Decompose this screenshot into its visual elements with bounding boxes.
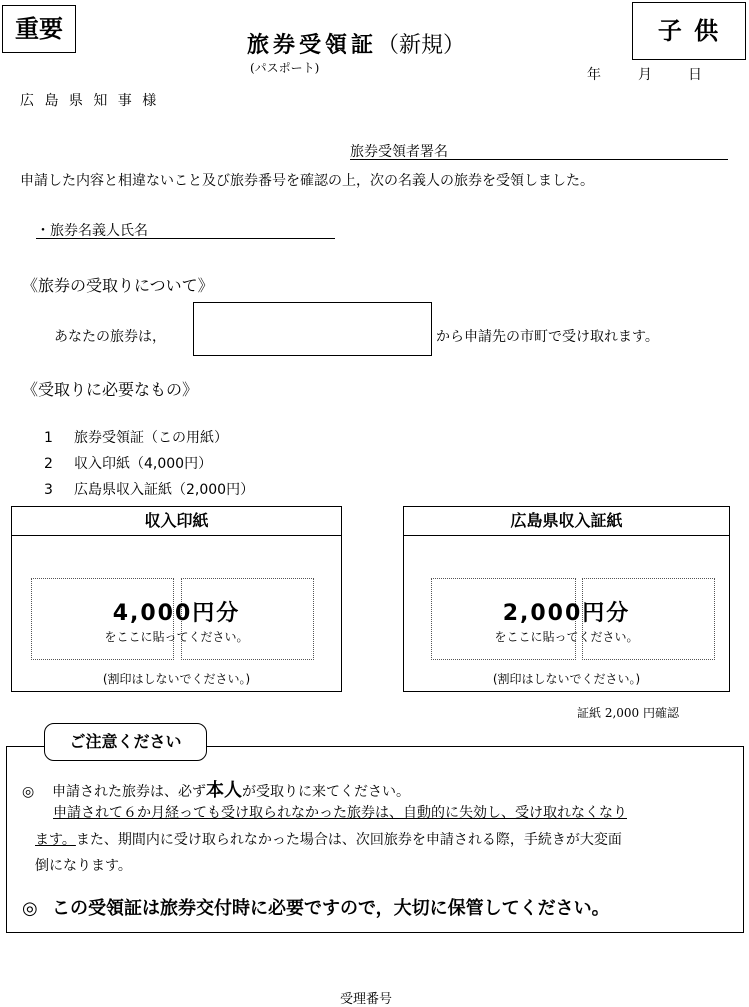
child-badge: 子 供: [632, 2, 746, 60]
item-number: 3: [44, 482, 53, 498]
stamp-instruction: をここに貼ってください。: [104, 630, 249, 644]
signature-label: 旅券受領者署名: [350, 144, 448, 160]
stamp-instruction: をここに貼ってください。: [494, 630, 639, 644]
notice-line-4: 倒になります。: [35, 858, 132, 874]
signature-line[interactable]: [350, 141, 728, 160]
item-text: 旅券受領証（この用紙）: [74, 430, 228, 446]
notice-emphasis: 本人: [206, 780, 242, 801]
pickup-heading: 《旅券の受取りについて》: [22, 276, 214, 295]
pickup-suffix: から申請先の市町で受け取れます。: [436, 329, 659, 345]
notice-text: が受取りに来てください。: [242, 784, 410, 800]
notice-line-1: [22, 776, 410, 802]
notice-line-5: [22, 894, 610, 920]
notice-text-underlined: ます。: [35, 832, 76, 848]
stamp-amount: 2,000円分: [502, 601, 631, 626]
addressee: 広 島 県 知 事 様: [20, 93, 160, 109]
title-main: 旅券受領証: [247, 33, 378, 58]
notice-text: 申請された旅券は、必ず: [52, 784, 206, 800]
date-month: 月: [638, 67, 652, 83]
stamp-box-title: 収入印紙: [12, 507, 341, 536]
required-item-2: [44, 453, 212, 473]
title-suffix: （新規）: [377, 33, 466, 58]
item-text: 収入印紙（4,000円）: [74, 456, 213, 472]
pickup-date-box[interactable]: [193, 302, 432, 356]
required-heading: 《受取りに必要なもの》: [22, 380, 199, 399]
notice-tab: ご注意ください: [44, 723, 207, 761]
required-item-1: [44, 427, 228, 447]
item-text: 広島県収入証紙（2,000円）: [74, 482, 255, 498]
bullet-icon: ◎: [22, 898, 38, 919]
item-number: 2: [44, 456, 53, 472]
statement: 申請した内容と相違ないこと及び旅券番号を確認の上，次の名義人の旅券を受領しました。: [20, 173, 594, 189]
required-item-3: [44, 479, 254, 499]
subtitle: (パスポート): [250, 61, 320, 75]
stamp-amount: 4,000円分: [112, 601, 241, 626]
receipt-number-label: 受理番号: [340, 992, 393, 1007]
notice-text: また、期間内に受け取られなかった場合は、次回旅券を申請される際，手続きが大変面: [75, 832, 622, 848]
date-year: 年: [587, 67, 601, 83]
holder-name-line[interactable]: [36, 220, 335, 239]
revenue-stamp-box: [11, 506, 342, 692]
stamp-note: (割印はしないでください。): [102, 672, 251, 686]
holder-label: ・旅券名義人氏名: [36, 223, 148, 239]
date-day: 日: [688, 67, 702, 83]
notice-line-3: [35, 829, 622, 849]
pickup-prefix: あなたの旅券は，: [54, 329, 166, 345]
stamp-box-title: 広島県収入証紙: [404, 507, 729, 536]
bullet-icon: ◎: [22, 784, 35, 800]
notice-emphasis: この受領証は旅券交付時に必要ですので，大切に保管してください。: [52, 898, 610, 919]
important-badge: 重要: [2, 5, 76, 53]
notice-line-2: 申請されて６か月経っても受け取られなかった旅券は、自動的に失効し、受け取れなくなり: [53, 805, 627, 821]
prefecture-stamp-box: [403, 506, 730, 692]
stamp-note: (割印はしないでください。): [492, 672, 641, 686]
item-number: 1: [44, 430, 53, 446]
page-title: [247, 28, 465, 59]
confirm-note: 証紙 2,000 円確認: [577, 706, 679, 720]
